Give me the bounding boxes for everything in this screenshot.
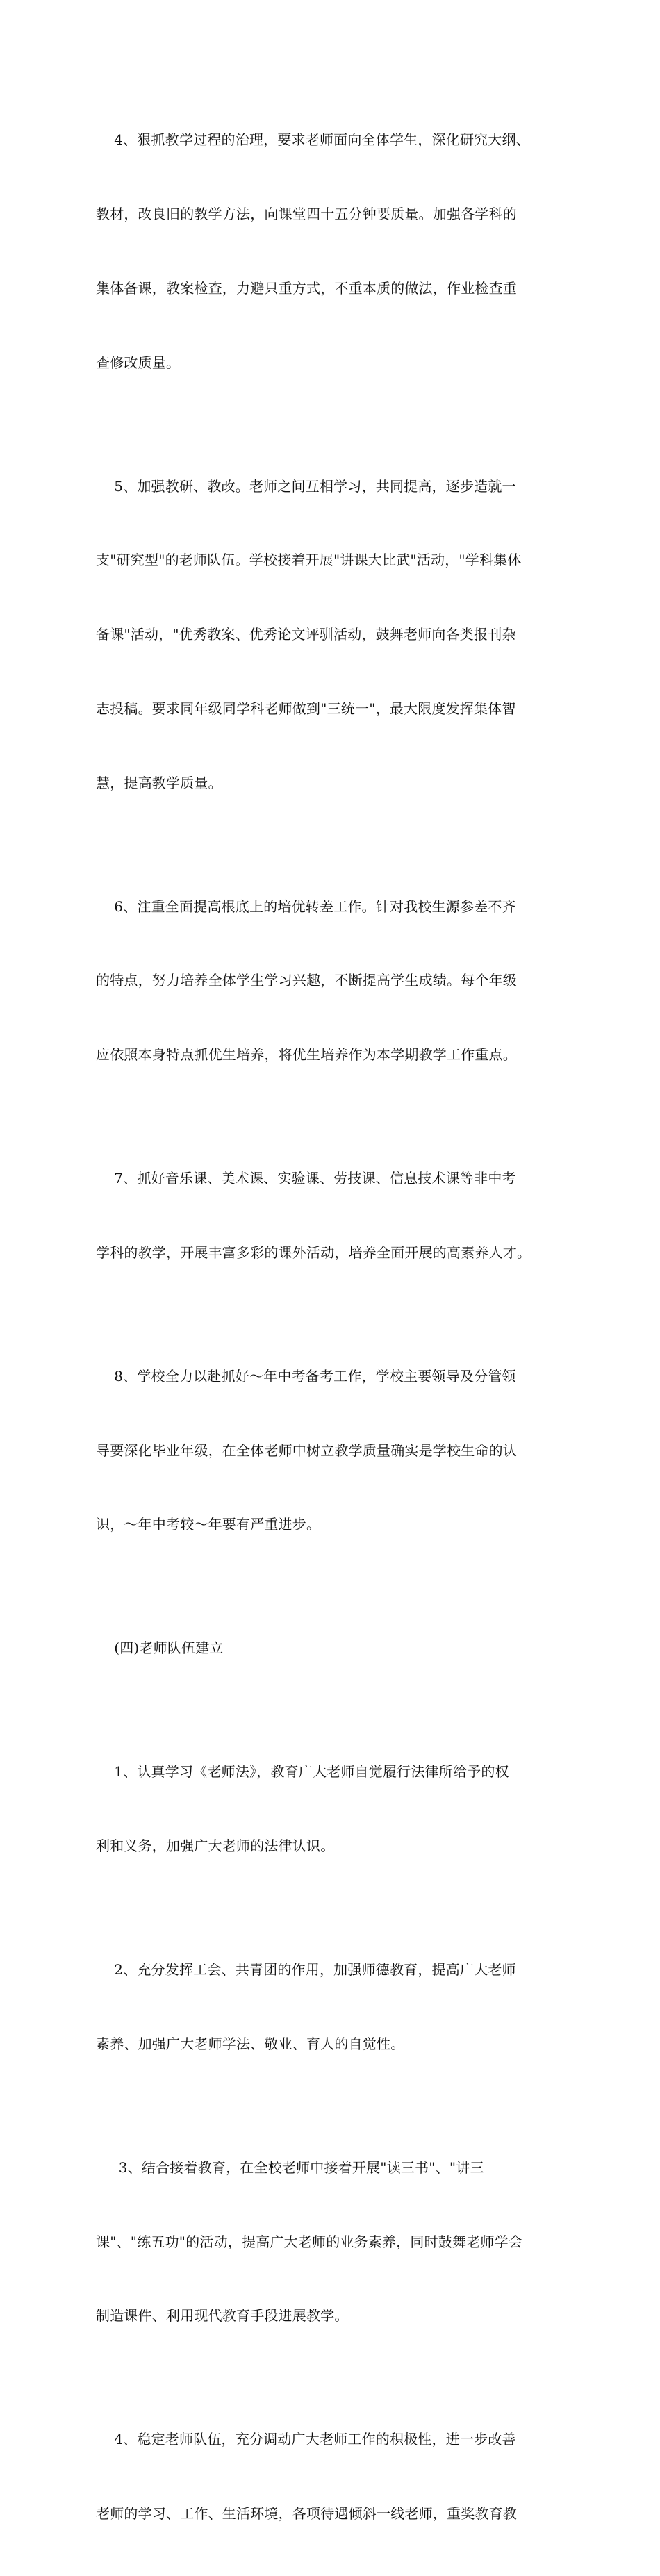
text-line: 查修改质量。 <box>96 354 181 371</box>
text-line: 素养、加强广大老师学法、敬业、育人的自觉性。 <box>96 2035 405 2052</box>
paragraph-item-8 <box>96 1315 568 1587</box>
text-line: 制造课件、利用现代教育手段进展教学。 <box>96 2307 349 2325</box>
section-heading <box>96 1587 568 1710</box>
paragraph-item-7 <box>96 1117 568 1315</box>
text-line: 的特点，努力培养全体学生学习兴趣，不断提高学生成绩。每个年级 <box>96 972 517 989</box>
text-line: 老师的学习、工作、生活环境，各项待遇倾斜一线老师，重奖教育教 <box>96 2505 517 2523</box>
text-line: 1、认真学习《老师法》，教育广大老师自觉履行法律所给予的权 <box>96 1763 509 1781</box>
text-line: 备课"活动，"优秀教案、优秀论文评驯活动，鼓舞老师向各类报刊杂 <box>96 626 516 643</box>
text-line: 慧，提高教学质量。 <box>96 774 222 791</box>
paragraph-team-1 <box>96 1710 568 1908</box>
paragraph-item-6 <box>96 845 568 1117</box>
document-body <box>96 79 568 2576</box>
paragraph-team-4 <box>96 2378 568 2576</box>
text-line: 识，～年中考较～年要有严重进步。 <box>96 1516 321 1533</box>
text-line: 利和义务，加强广大老师的法律认识。 <box>96 1838 335 1855</box>
text-line: 7、抓好音乐课、美术课、实验课、劳技课、信息技术课等非中考 <box>96 1170 516 1187</box>
text-line: 支"研究型"的老师队伍。学校接着开展"讲课大比武"活动，"学科集体 <box>96 552 522 569</box>
paragraph-team-2 <box>96 1908 568 2106</box>
text-line: 志投稿。要求同年级同学科老师做到"三统一"，最大限度发挥集体智 <box>96 700 516 717</box>
paragraph-item-4 <box>96 79 568 424</box>
text-line: 教材，改良旧的教学方法，向课堂四十五分钟要质量。加强各学科的 <box>96 205 517 222</box>
text-line: 6、注重全面提高根底上的培优转差工作。针对我校生源参差不齐 <box>96 898 516 915</box>
heading-line: (四)老师队伍建立 <box>96 1640 224 1657</box>
text-line: 集体备课，教案检查，力避只重方式，不重本质的做法，作业检查重 <box>96 279 517 297</box>
text-line: 4、稳定老师队伍，充分调动广大老师工作的积极性，进一步改善 <box>96 2431 516 2448</box>
text-line: 导要深化毕业年级，在全体老师中树立教学质量确实是学校生命的认 <box>96 1442 517 1459</box>
text-line: 学科的教学，开展丰富多彩的课外活动，培养全面开展的高素养人才。 <box>96 1244 531 1261</box>
text-line: 课"、"练五功"的活动，提高广大老师的业务素养，同时鼓舞老师学会 <box>96 2233 522 2250</box>
paragraph-team-3 <box>96 2106 568 2379</box>
text-line: 3、结合接着教育，在全校老师中接着开展"读三书"、"讲三 <box>96 2158 484 2176</box>
paragraph-item-5 <box>96 424 568 845</box>
text-line: 应依照本身特点抓优生培养，将优生培养作为本学期教学工作重点。 <box>96 1046 517 1064</box>
text-line: 5、加强教研、教改。老师之间互相学习，共同提高，逐步造就一 <box>96 477 516 495</box>
text-line: 8、学校全力以赴抓好～年中考备考工作，学校主要领导及分管领 <box>96 1367 516 1385</box>
text-line: 4、狠抓教学过程的治理，要求老师面向全体学生，深化研究大纲、 <box>96 131 530 149</box>
text-line: 2、充分发挥工会、共青团的作用，加强师德教育，提高广大老师 <box>96 1961 516 1979</box>
